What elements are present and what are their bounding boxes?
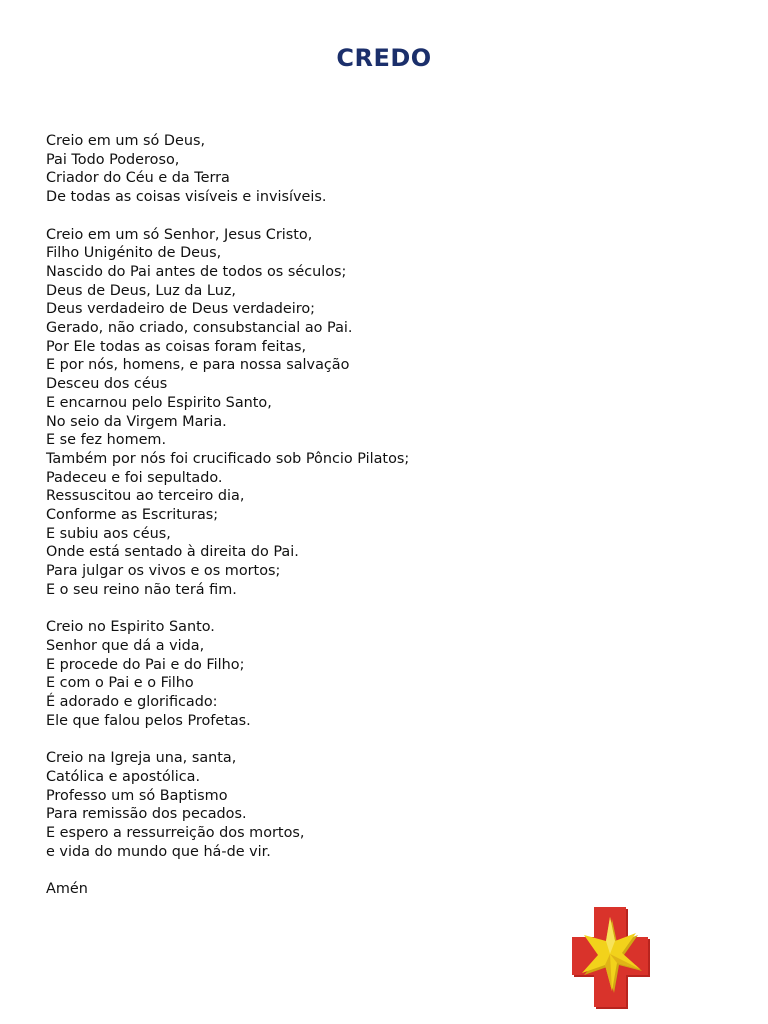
stanza-4 <box>46 749 566 861</box>
prayer-line: E com o Pai e o Filho <box>46 675 194 692</box>
prayer-body <box>46 132 566 899</box>
prayer-line: Por Ele todas as coisas foram feitas, <box>46 338 307 355</box>
prayer-line: E subiu aos céus, <box>46 525 171 542</box>
prayer-line: Pai Todo Poderoso, <box>46 151 180 168</box>
prayer-line: Também por nós foi crucificado sob Pôncio Pilatos; <box>46 450 410 467</box>
prayer-line: Creio no Espirito Santo. <box>46 619 215 636</box>
prayer-line: E se fez homem. <box>46 432 167 449</box>
prayer-line: E encarnou pelo Espirito Santo, <box>46 394 272 411</box>
prayer-line: De todas as coisas visíveis e invisíveis. <box>46 189 327 206</box>
prayer-line: Para remissão dos pecados. <box>46 806 247 823</box>
prayer-line: Católica e apostólica. <box>46 768 201 785</box>
prayer-line: Deus de Deus, Luz da Luz, <box>46 282 236 299</box>
prayer-line: e vida do mundo que há-de vir. <box>46 843 271 860</box>
prayer-line: Filho Unigénito de Deus, <box>46 245 222 262</box>
prayer-line: E espero a ressurreição dos mortos, <box>46 824 305 841</box>
cross-star-logo-svg <box>572 905 652 1011</box>
prayer-line: Professo um só Baptismo <box>46 787 228 804</box>
stanza-1 <box>46 132 566 207</box>
prayer-line: Criador do Céu e da Terra <box>46 170 230 187</box>
cross-star-logo-icon <box>572 905 652 1011</box>
stanza-3 <box>46 618 566 730</box>
prayer-line: Ressuscitou ao terceiro dia, <box>46 488 245 505</box>
prayer-line: É adorado e glorificado: <box>46 694 218 711</box>
prayer-line: E o seu reino não terá fim. <box>46 581 237 598</box>
stanza-2 <box>46 226 566 600</box>
prayer-line: Deus verdadeiro de Deus verdadeiro; <box>46 301 315 318</box>
prayer-line: Gerado, não criado, consubstancial ao Pai. <box>46 320 353 337</box>
prayer-line: Creio na Igreja una, santa, <box>46 750 237 767</box>
prayer-line: Creio em um só Deus, <box>46 133 206 149</box>
prayer-line: Para julgar os vivos e os mortos; <box>46 563 281 580</box>
prayer-line: Nascido do Pai antes de todos os séculos; <box>46 263 347 280</box>
page-title: CREDO <box>336 44 432 72</box>
prayer-line: E por nós, homens, e para nossa salvação <box>46 357 350 374</box>
prayer-line: Senhor que dá a vida, <box>46 637 205 654</box>
prayer-line: Desceu dos céus <box>46 376 168 393</box>
prayer-line: Padeceu e foi sepultado. <box>46 469 223 486</box>
closing-amen: Amén <box>46 881 88 898</box>
prayer-line: Creio em um só Senhor, Jesus Cristo, <box>46 226 313 243</box>
prayer-line: Ele que falou pelos Profetas. <box>46 712 251 729</box>
prayer-line: E procede do Pai e do Filho; <box>46 656 245 673</box>
prayer-line: No seio da Virgem Maria. <box>46 413 227 430</box>
prayer-line: Conforme as Escrituras; <box>46 507 219 524</box>
prayer-line: Onde está sentado à direita do Pai. <box>46 544 299 561</box>
